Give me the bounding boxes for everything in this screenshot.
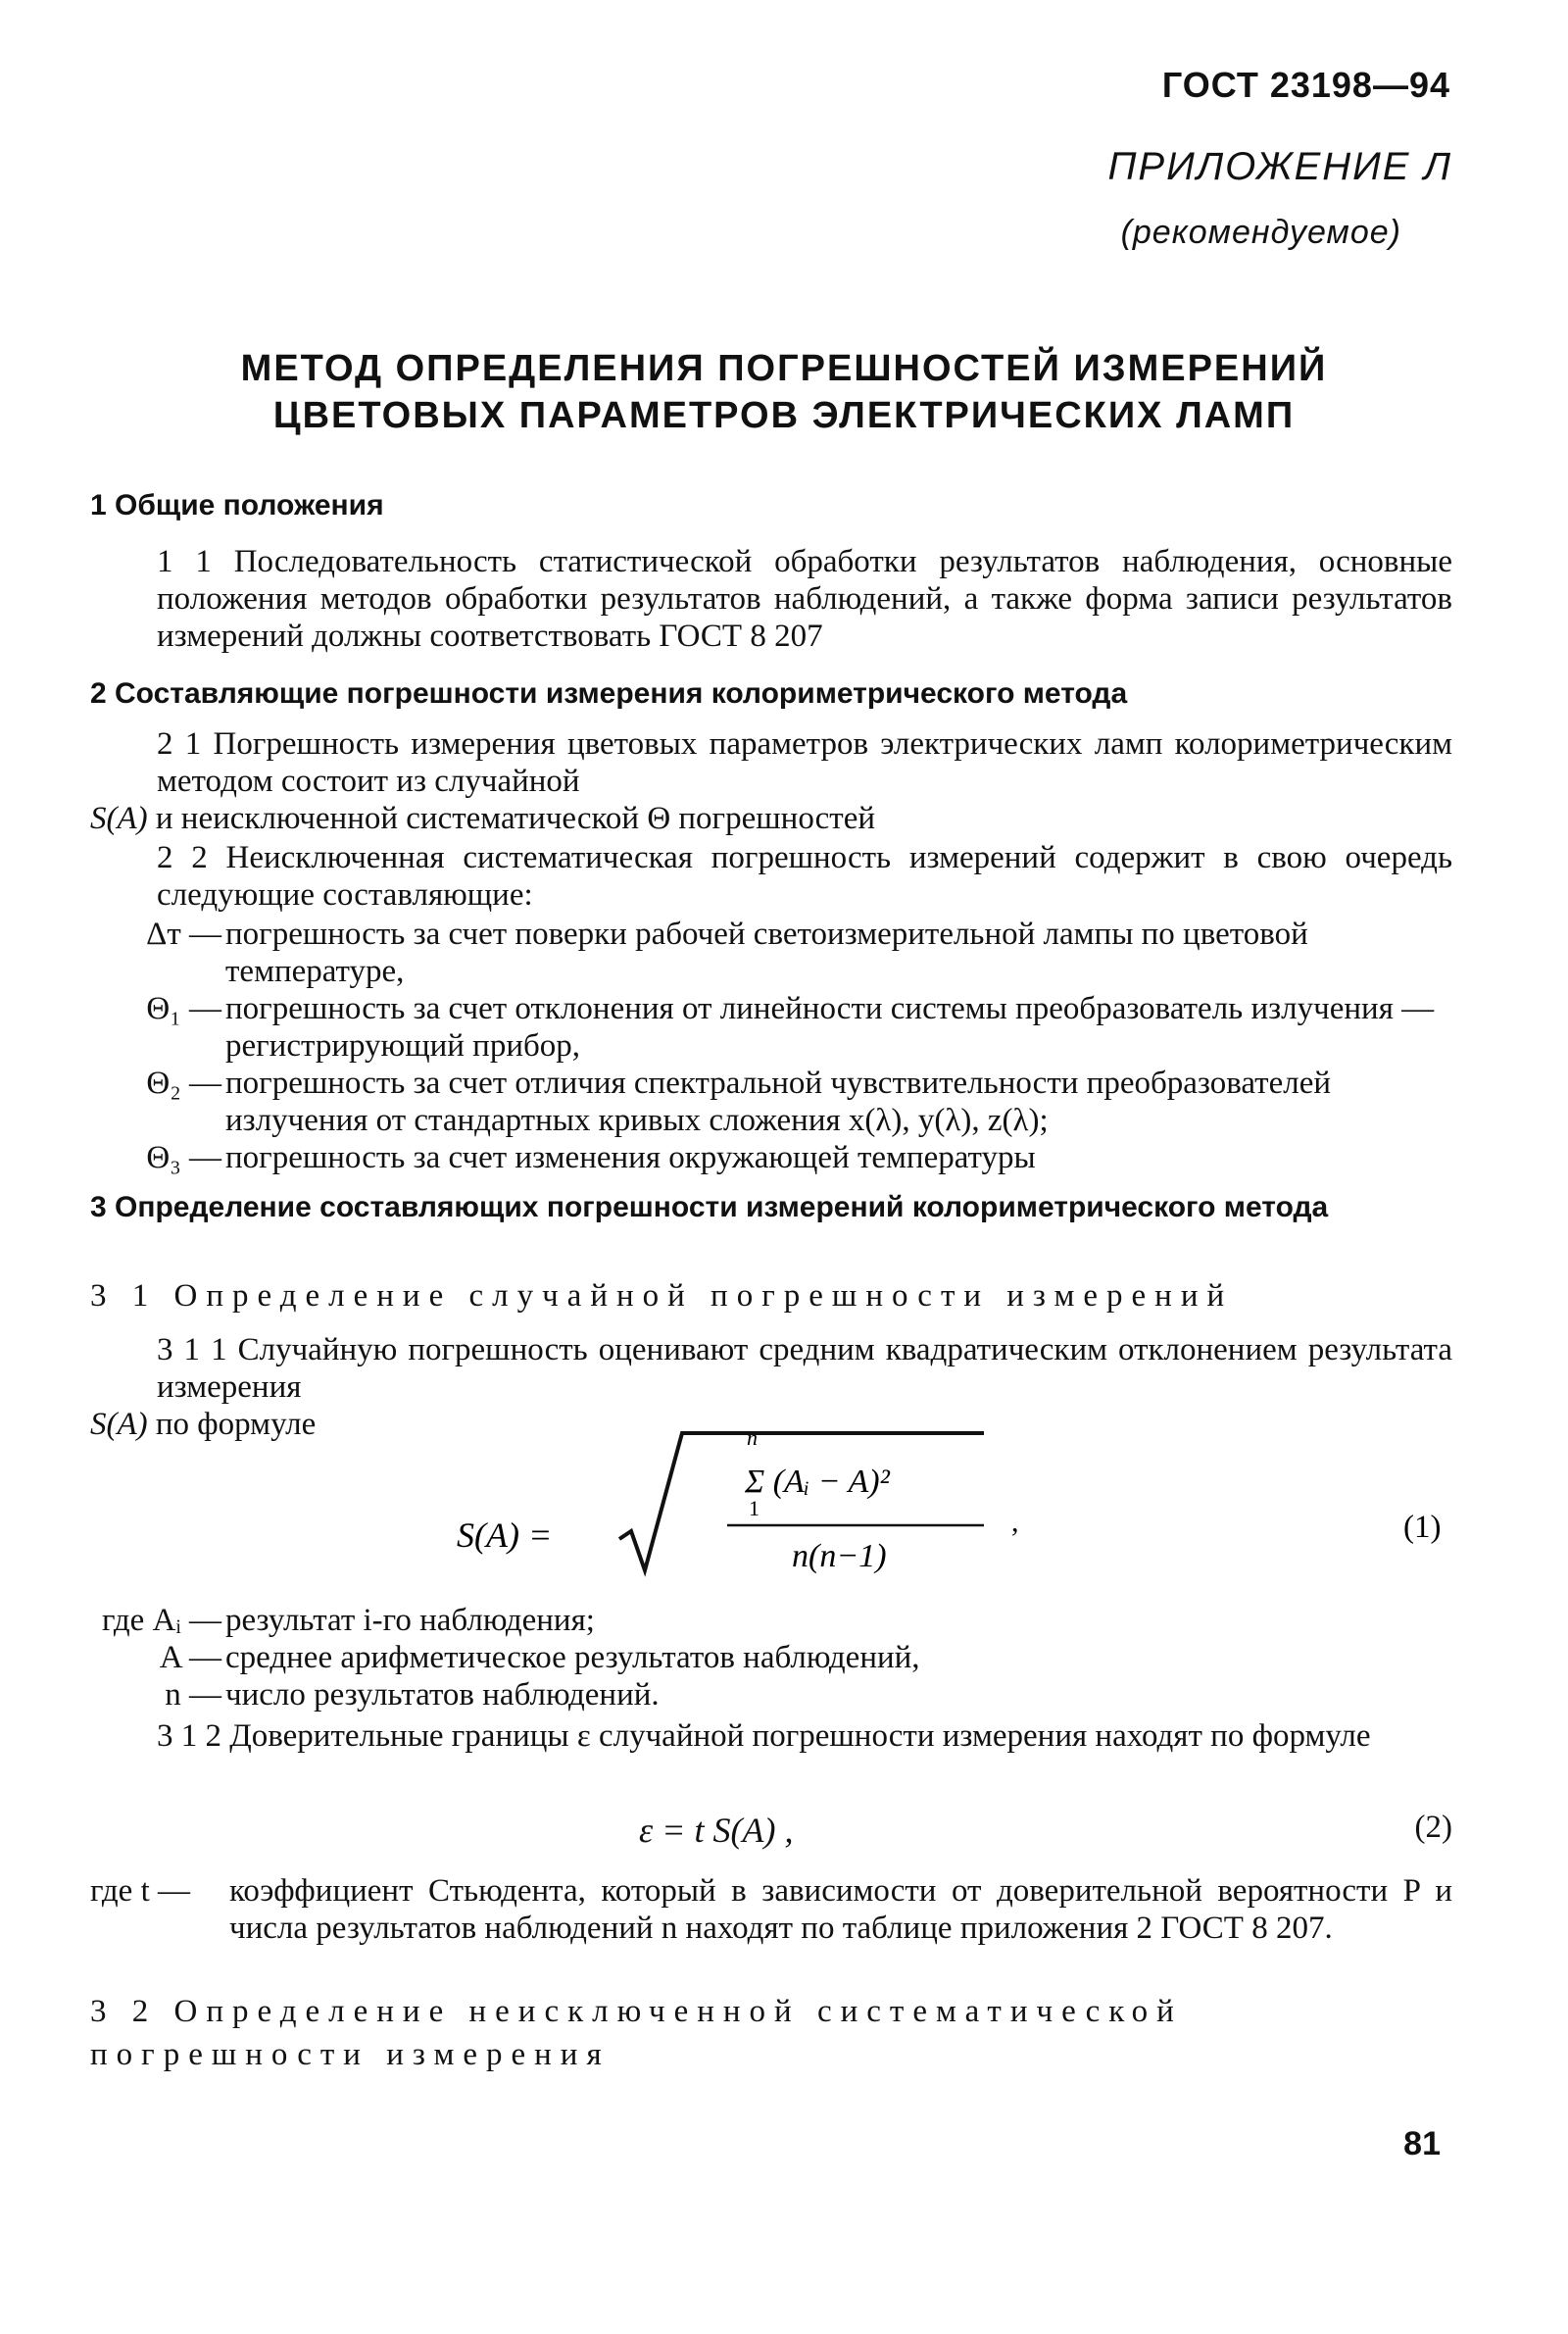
formula-2-expression: ε = t S(A) , <box>639 1811 794 1850</box>
formula-1-denominator: n(n−1) <box>792 1538 887 1574</box>
formula-1-trailing-comma: , <box>1011 1506 1019 1538</box>
formula-1-lhs: S(A) = <box>457 1515 553 1555</box>
paragraph-2-1 <box>90 725 1452 837</box>
list-item-text: погрешность за счет поверки рабочей светоизмерительной лампы по цветовой температуре, <box>225 917 1308 989</box>
paragraph-1-1 <box>90 543 1452 655</box>
legend-item-text: число результатов наблюдений. <box>225 1677 660 1713</box>
formula-1 <box>90 1421 1452 1578</box>
symbol-s-a: S(A) <box>90 1407 148 1442</box>
legend-item <box>90 1676 1452 1713</box>
list-item <box>90 1139 1452 1176</box>
main-title-line-2: ЦВЕТОВЫХ ПАРАМЕТРОВ ЭЛЕКТРИЧЕСКИХ ЛАМП <box>272 395 1296 436</box>
paragraph-2-2-text: 2 2 Неисключенная систематическая погрешность измерений содержит в свою очередь следующие составляющие: <box>157 840 1452 913</box>
paragraph-1-1-text: 1 1 Последовательность статистической обработки результатов наблюдения, основные положения методов обработки результатов наблюдений, а также форма записи результатов измерений должны соответствовать ГОСТ 8 207 <box>157 544 1452 654</box>
sum-upper-limit: n <box>747 1425 758 1450</box>
legend-item-text: среднее арифметическое результатов наблюдений, <box>225 1640 920 1675</box>
section-3-heading: 3 Определение составляющих погрешности измерений колориметрического метода <box>90 1191 1329 1223</box>
list-item-symbol: Θ₃ — <box>146 1140 221 1175</box>
list-item-symbol: Δт — <box>146 917 221 952</box>
paragraph-2-2 <box>90 839 1452 914</box>
main-title <box>137 345 1431 439</box>
paragraph-3-1-1-text-a: 3 1 1 Случайную погрешность оценивают средним квадратическим отклонением результата измерения <box>157 1332 1452 1405</box>
subsection-3-2: 3 2 Определение неисключенной систематической погрешности измерения <box>90 1994 1183 2072</box>
paragraph-3-1-2-text: 3 1 2 Доверительные границы ε случайной погрешности измерения находят по формуле <box>157 1718 1371 1754</box>
formula-1-number: (1) <box>1403 1510 1442 1545</box>
formula-1-numerator: Σ (Aᵢ − A)² <box>745 1464 890 1500</box>
subsection-3-1: 3 1 Определение случайной погрешности измерений <box>90 1278 1234 1314</box>
page-number: 81 <box>1403 2125 1441 2162</box>
formula-1-legend <box>90 1602 1452 1713</box>
list-item-text: погрешность за счет отклонения от линейности системы преобразователь излучения — регистрирующий прибор, <box>225 991 1435 1064</box>
list-item-text: погрешность за счет отличия спектральной чувствительности преобразователей излучения от стандартных кривых сложения x(λ), y(λ), z(λ); <box>225 1066 1332 1138</box>
list-item-symbol: Θ₂ — <box>146 1066 221 1101</box>
legend-item-symbol: A — <box>159 1640 221 1675</box>
list-item-text: погрешность за счет изменения окружающей температуры <box>225 1140 1036 1175</box>
paragraph-3-1-1-text-b: по формуле <box>155 1407 317 1442</box>
legend-item <box>90 1872 1452 1947</box>
list-item <box>90 916 1452 990</box>
paragraph-3-1-2 <box>90 1717 1452 1755</box>
paragraph-2-1-text-a: 2 1 Погрешность измерения цветовых параметров электрических ламп колориметрическим методом состоит из случайной <box>157 726 1452 799</box>
error-components-list <box>90 916 1452 1176</box>
appendix-note: (рекомендуемое) <box>1120 214 1401 251</box>
formula-1-graphic <box>90 1421 1452 1588</box>
section-2-heading: 2 Составляющие погрешности измерения колориметрического метода <box>90 677 1128 710</box>
legend-item-text: коэффициент Стьюдента, который в зависимости от доверительной вероятности P и числа результатов наблюдений n находят по таблице приложения 2 ГОСТ 8 207. <box>229 1873 1452 1946</box>
list-item <box>90 990 1452 1065</box>
legend-item <box>90 1639 1452 1676</box>
appendix-title: ПРИЛОЖЕНИЕ Л <box>1107 145 1452 188</box>
legend-item <box>90 1602 1452 1639</box>
formula-2-number: (2) <box>1414 1810 1452 1845</box>
sum-lower-limit: 1 <box>749 1496 760 1520</box>
list-item-symbol: Θ₁ — <box>146 991 221 1026</box>
section-1-heading: 1 Общие положения <box>90 489 384 521</box>
paragraph-2-1-text-b: и неисключенной систематической Θ погрешностей <box>155 801 876 836</box>
list-item <box>90 1065 1452 1139</box>
document-code: ГОСТ 23198—94 <box>1161 65 1450 105</box>
legend-item-symbol: n — <box>165 1677 221 1713</box>
formula-2 <box>90 1810 1452 1859</box>
legend-item-symbol: где t — <box>90 1873 190 1909</box>
main-title-line-1: МЕТОД ОПРЕДЕЛЕНИЯ ПОГРЕШНОСТЕЙ ИЗМЕРЕНИЙ <box>240 348 1328 389</box>
symbol-s-a: S(A) <box>90 801 148 836</box>
formula-2-legend <box>90 1872 1452 1947</box>
legend-item-text: результат i-го наблюдения; <box>225 1603 595 1638</box>
legend-item-symbol: где Aᵢ — <box>101 1603 221 1638</box>
